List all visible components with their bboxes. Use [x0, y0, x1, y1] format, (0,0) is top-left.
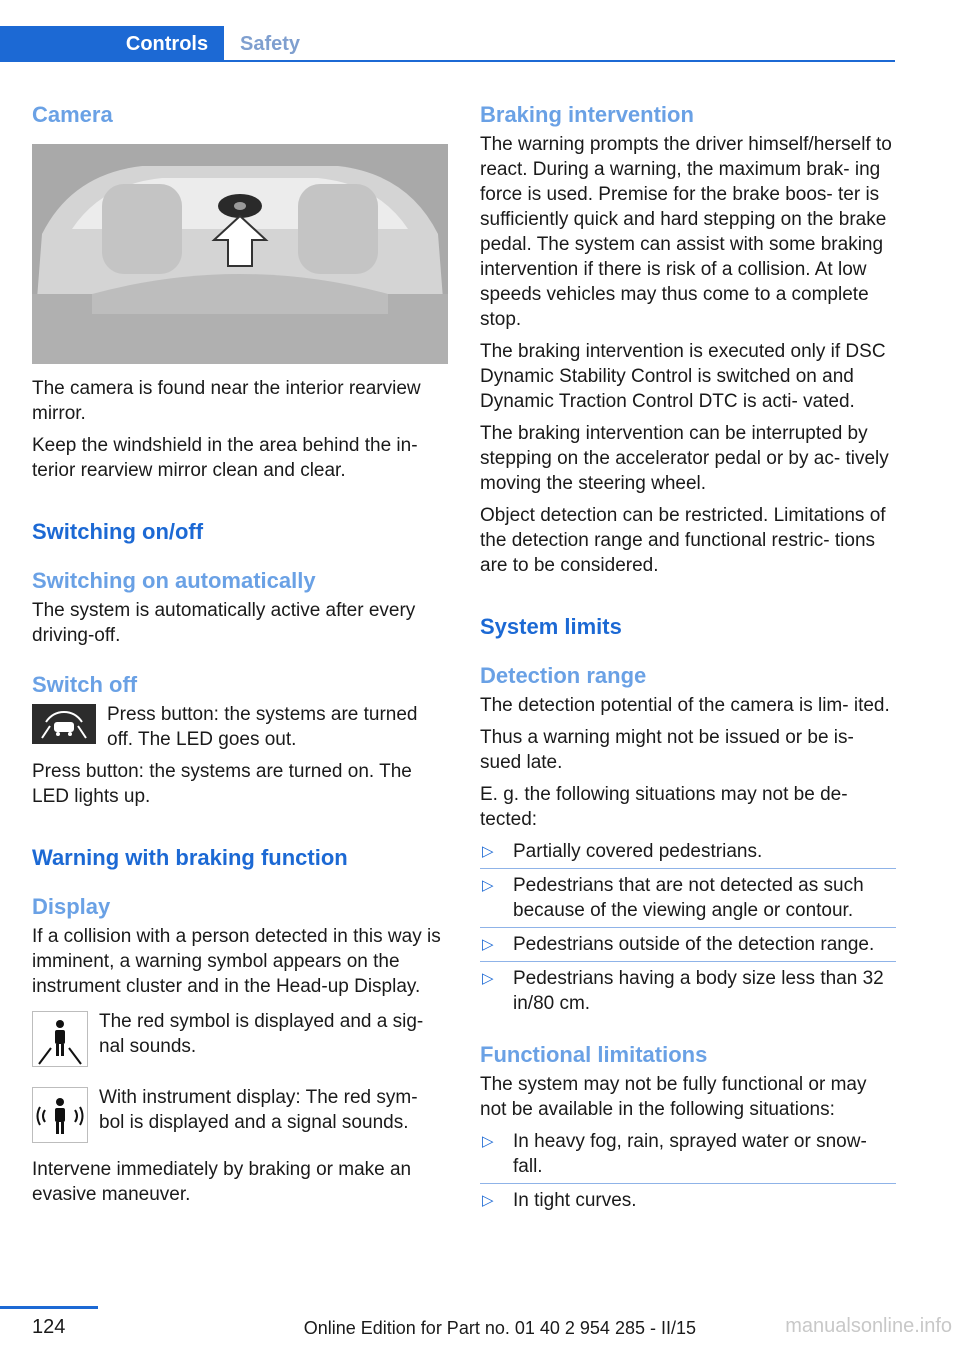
list-item: ▷ Pedestrians outside of the detection range.: [480, 928, 896, 962]
braking-text-4: Object detection can be restricted. Limitations of the detection range and functional restric- tions are to be considered.: [480, 505, 886, 576]
range-text-3: E. g. the following situations may not be de- tected:: [480, 784, 848, 830]
switch-off-text: Press button: the systems are turned on. The LED lights up.: [32, 761, 412, 807]
pedestrian-warning-button-icon: [32, 704, 96, 744]
auto-text: The system is automatically active after every driving-off.: [32, 600, 416, 646]
header-rule: [224, 60, 895, 62]
list-item: ▷ Pedestrians having a body size less than 32 in/80 cm.: [482, 968, 884, 1014]
footer-rule: [0, 1306, 98, 1309]
camera-figure: [32, 144, 448, 364]
bullet-arrow-icon: ▷: [482, 843, 494, 860]
left-column: [32, 100, 448, 1207]
auto-heading: Switching on automatically: [32, 568, 316, 593]
limits-heading: System limits: [480, 614, 622, 639]
symbol2-text: With instrument display: The red sym- bol is displayed and a signal sounds.: [99, 1087, 418, 1133]
camera-text-2: Keep the windshield in the area behind the in- terior rearview mirror clean and clear.: [32, 435, 418, 481]
bullet-arrow-icon: ▷: [482, 970, 494, 987]
watermark: manualsonline.info: [785, 1315, 952, 1337]
final-text: Intervene immediately by braking or make an evasive maneuver.: [32, 1159, 412, 1205]
list-item: ▷ In tight curves.: [482, 1190, 637, 1211]
camera-heading: Camera: [32, 102, 113, 127]
functional-text: The system may not be fully functional or may not be available in the following situations:: [480, 1074, 867, 1120]
display-heading: Display: [32, 894, 111, 919]
list-item: ▷ Partially covered pedestrians.: [480, 835, 896, 869]
symbol-row-1: [32, 1009, 448, 1067]
header-tabs: [0, 26, 895, 62]
functional-list: [480, 1125, 896, 1217]
camera-text-1: The camera is found near the interior rearview mirror.: [32, 378, 421, 424]
edition-text: Online Edition for Part no. 01 40 2 954 285 - II/15: [303, 1318, 696, 1338]
bullet-arrow-icon: ▷: [482, 877, 494, 894]
list-item: ▷ In heavy fog, rain, sprayed water or snow- fall.: [480, 1125, 896, 1184]
list-item: ▷ Pedestrians that are not detected as such because of the viewing angle or contour.: [480, 869, 896, 928]
pedestrian-symbol-icon: [32, 1011, 88, 1067]
symbol-row-2: [32, 1085, 448, 1143]
braking-text-3: The braking intervention can be interrupted by stepping on the accelerator pedal or by ac- tively moving the steering wheel.: [480, 423, 889, 494]
switch-off-heading: Switch off: [32, 672, 138, 697]
warning-heading: Warning with braking function: [32, 845, 348, 870]
tab-controls[interactable]: Controls: [0, 26, 224, 62]
right-column: [480, 100, 896, 1217]
display-text: If a collision with a person detected in this way is imminent, a warning symbol appears on the instrument cluster and in the Head-up Display.: [32, 926, 441, 997]
range-text-1: The detection potential of the camera is lim- ited.: [480, 695, 890, 716]
switching-heading: Switching on/off: [32, 519, 204, 544]
page-number: 124: [32, 1316, 66, 1338]
functional-heading: Functional limitations: [480, 1042, 708, 1067]
car-interior-illustration: [32, 144, 448, 364]
braking-text-1: The warning prompts the driver himself/herself to react. During a warning, the maximum brak- ing force is used. Premise for the brake boos- ter is sufficiently quick and hard stepping on the brake pedal. The system can assist with some braking intervention if there is risk of a collision. At low speeds vehicles may thus come to a complete stop.: [480, 134, 892, 330]
switch-off-row: [32, 702, 448, 752]
switch-off-icon-text: Press button: the systems are turned off. The LED goes out.: [107, 704, 418, 750]
bullet-arrow-icon: ▷: [482, 936, 494, 953]
pedestrian-signal-symbol-icon: [32, 1087, 88, 1143]
range-heading: Detection range: [480, 663, 647, 688]
range-list: [480, 835, 896, 1020]
bullet-arrow-icon: ▷: [482, 1192, 494, 1209]
range-text-2: Thus a warning might not be issued or be is- sued late.: [480, 727, 854, 773]
tab-safety[interactable]: Safety: [240, 33, 301, 55]
braking-heading: Braking intervention: [480, 102, 694, 127]
bullet-arrow-icon: ▷: [482, 1133, 494, 1150]
symbol1-text: The red symbol is displayed and a sig- nal sounds.: [99, 1011, 424, 1057]
braking-text-2: The braking intervention is executed only if DSC Dynamic Stability Control is switched on and Dynamic Traction Control DTC is acti- vated.: [480, 341, 886, 412]
